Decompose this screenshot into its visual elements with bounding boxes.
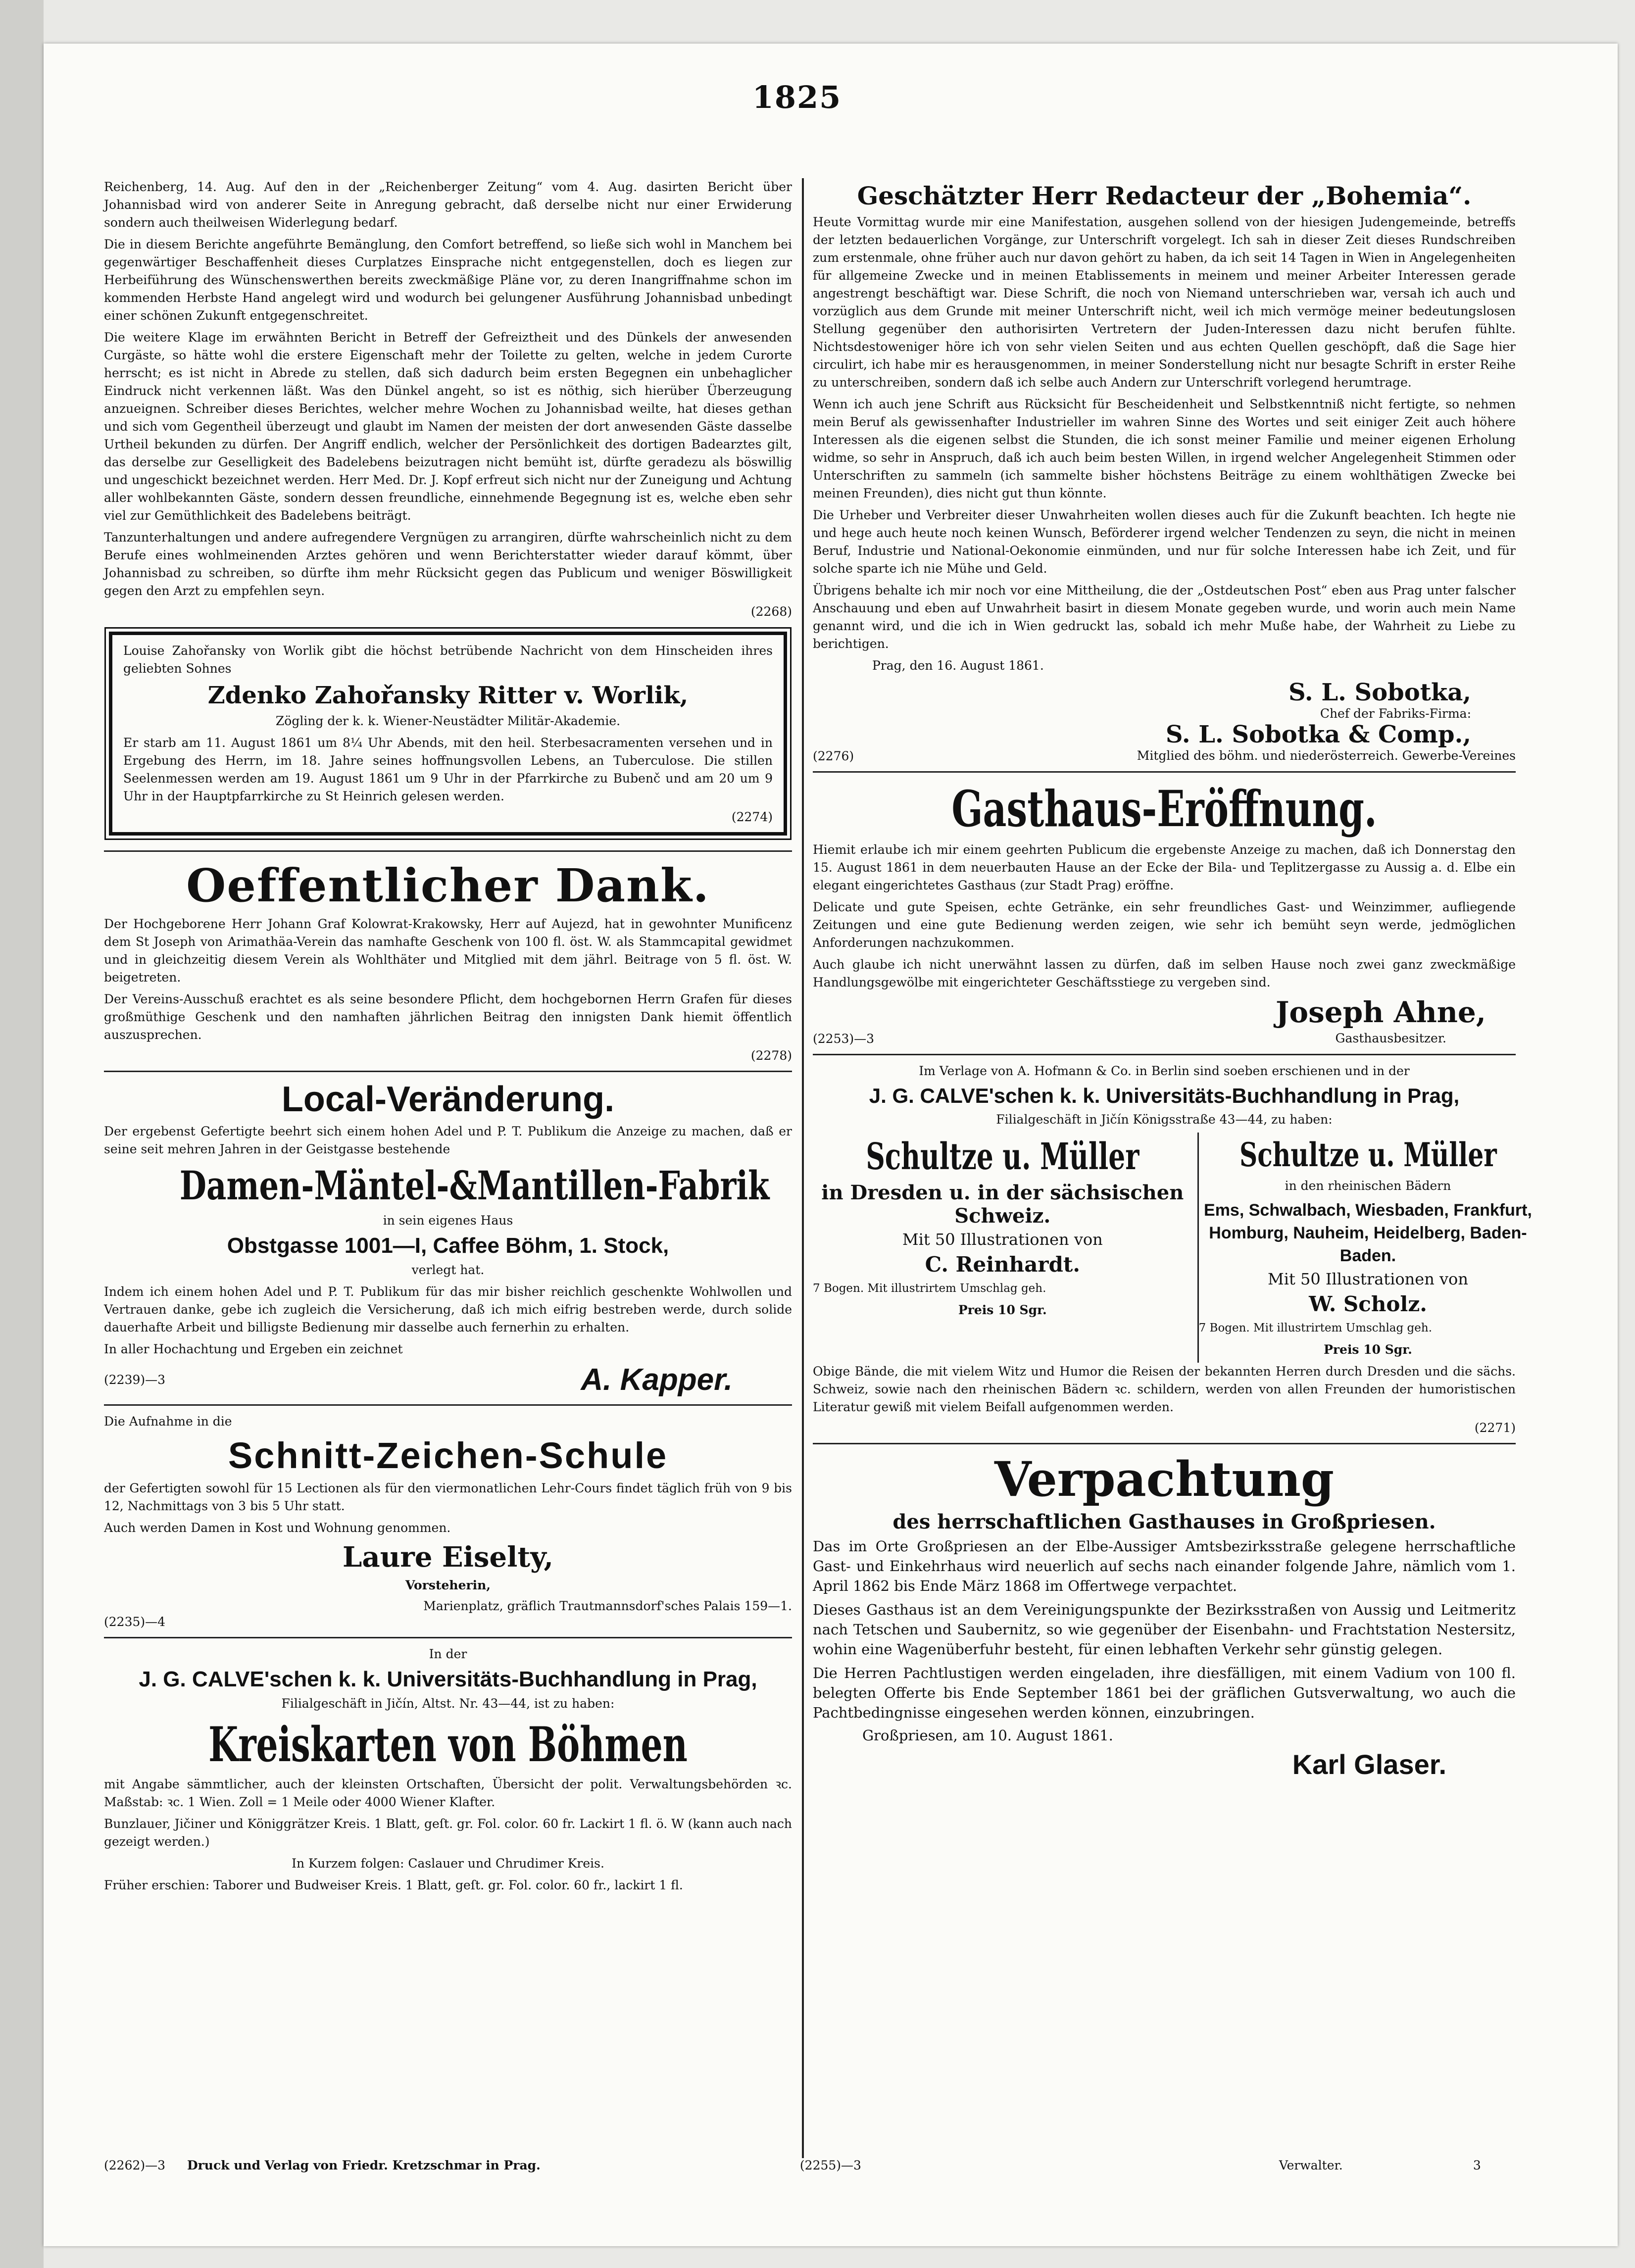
divider [104, 1071, 792, 1072]
book-ill: Mit 50 Illustrationen von [1267, 1270, 1468, 1288]
letter-paragraph: Übrigens behalte ich mir noch vor eine Mittheilung, die der „Ostdeutschen Post“ eben aus Prag unter falscher Anschauung und eben auf Unwahrheit basirt in diesem Monate gegeben wurde, und worin auch mein Name genannt wird, und die ich in Wien gedruckt las, sobald ich mehr Muße habe, der Wahrheit zu Liebe zu berichtigen. [813, 583, 1516, 651]
dank-heading: Oeffentlicher Dank. [186, 859, 710, 912]
divider [104, 1404, 792, 1406]
local-paragraph: Indem ich einem hohen Adel und P. T. Publikum für das mir bisher reichlich geschenkte Wohlwollen und Vertrauen danke, gebe ich zugleich die Versicherung, daß ich mich eifrig bestreben werde, durch solide dauerhafte Arbeit und billigste Bedienung mir dasselbe auch fernerhin zu erhalten. [104, 1284, 792, 1334]
schule-intro: Die Aufnahme in die [104, 1414, 232, 1429]
book-price: Preis 10 Sgr. [958, 1303, 1047, 1317]
verpachtung-signature: Karl Glaser. [1292, 1749, 1446, 1780]
letter-firm: S. L. Sobotka & Comp., [1165, 721, 1471, 748]
letter-signature: S. L. Sobotka, [1288, 679, 1471, 706]
right-column [813, 178, 1532, 1782]
local-heading: Local-Veränderung. [281, 1080, 615, 1119]
schule-paragraph: Auch werden Damen in Kost und Wohnung genommen. [104, 1521, 451, 1535]
ad-schule [104, 1413, 792, 1630]
local-fabrik: Damen-Mäntel-&Mantillen-Fabrik [179, 1162, 770, 1209]
calve-branch: Filialgeschäft in Jičín, Altst. Nr. 43—44, ist zu haben: [281, 1696, 615, 1711]
book-title: Schultze u. Müller [866, 1135, 1140, 1178]
ad-reference: (2235)—4 [104, 1615, 166, 1629]
book-title: Schultze u. Müller [1239, 1135, 1497, 1174]
page-number: 1825 [752, 79, 842, 115]
verlag-paragraph: Obige Bände, die mit vielem Witz und Humor die Reisen der bekannten Herren durch Dresden und die sächs. Schweiz, sowie nach den rheinischen Bädern ꝛc. schildern, werden von allen Freunden der humoristischen Literatur gewiß mit vielem Beifall aufgenommen werden. [813, 1364, 1516, 1414]
verpachtung-place-date: Großpriesen, am 10. August 1861. [862, 1727, 1113, 1744]
obituary-subtitle: Zögling der k. k. Wiener-Neustädter Militär-Akademie. [275, 714, 621, 728]
dank-paragraph: Der Hochgeborene Herr Johann Graf Kolowrat-Krakowsky, Herr auf Aujezd, hat in gewohnter Munificenz dem St Joseph von Arimathäa-Verein das namhafte Geschenk von 100 fl. öst. W. als Stammcapital gewidmet und in gleichzeitig diesem Verein als Wohlthäter und Mitglied mit dem jährl. Beitrage von 5 fl. öst. W. beigetreten. [104, 917, 792, 985]
book-artist: C. Reinhardt. [925, 1252, 1080, 1277]
verpachtung-heading: Verpachtung [994, 1451, 1334, 1507]
schule-role: Vorsteherin, [405, 1578, 491, 1592]
obituary-name: Zdenko Zahořansky Ritter v. Worlik, [207, 682, 689, 709]
gasthaus-heading: Gasthaus-Eröffnung. [951, 780, 1377, 838]
verlag-intro: Im Verlage von A. Hofmann & Co. in Berlin sind soeben erschienen und in der [919, 1064, 1410, 1078]
ad-local [104, 1079, 792, 1397]
ad-reference: (2278) [750, 1048, 792, 1063]
verpachtung-paragraph: Die Herren Pachtlustigen werden eingeladen, ihre diesfälligen, mit einem Vadium von 100 fl. belegten Offerte bis Ende September 1861 bei der gräflichen Gutsverwaltung, wo auch die Pachtbedingnisse eingesehen werden können, einzubringen. [813, 1665, 1516, 1721]
ad-dank [104, 859, 792, 1064]
ad-reference: (2274) [731, 810, 773, 824]
schule-heading: Schnitt-Zeichen-Schule [228, 1435, 668, 1476]
book-baeder [1197, 1133, 1537, 1363]
ad-reference: (2268) [750, 604, 792, 619]
schule-address: Marienplatz, gräflich Trautmannsdorf'sches Palais 159—1. [423, 1599, 792, 1613]
divider [104, 850, 792, 852]
gasthaus-paragraph: Hiemit erlaube ich mir einem geehrten Publicum die ergebenste Anzeige zu machen, daß ich Donnerstag den 15. August 1861 in dem neuerbauten Hause an der Ecke der Bila- und Teplitzergasse zu Aussig a. d. Elbe ein elegant eingerichtetes Gasthaus (zur Stadt Prag) eröffne. [813, 842, 1516, 892]
scan-gutter [0, 0, 44, 2268]
ad-verlag [813, 1062, 1532, 1436]
book-subtitle: in Dresden u. in der sächsischen Schweiz. [821, 1181, 1184, 1228]
verlag-name: J. G. CALVE'schen k. k. Universitäts-Buchhandlung in Prag, [869, 1084, 1460, 1107]
dank-paragraph: Der Vereins-Ausschuß erachtet es als seine besondere Pflicht, dem hochgebornen Herrn Grafen für dieses großmüthige Geschenk und den namhaften jährlichen Beitrag den innigsten Dank hiemit öffentlich auszusprechen. [104, 992, 792, 1042]
ad-reference: (2271) [1474, 1421, 1516, 1435]
local-paragraph: Der ergebenst Gefertigte beehrt sich einem hohen Adel und P. T. Publikum die Anzeige zu machen, daß er seine seit mehren Jahren in der Geistgasse bestehende [104, 1124, 792, 1156]
gasthaus-paragraph: Auch glaube ich nicht unerwähnt lassen zu dürfen, daß im selben Hause noch zwei ganz zweckmäßige Handlungsgewölbe mit eingerichteter Geschäftsstiege zu vergeben sind. [813, 957, 1516, 989]
obituary-box [109, 632, 787, 836]
printer-imprint: Druck und Verlag von Friedr. Kretzschmar in Prag. [187, 2158, 541, 2172]
letter-member: Mitglied des böhm. und niederösterreich. Gewerbe-Vereines [1137, 748, 1516, 763]
book-price-note: 7 Bogen. Mit illustrirtem Umschlag geh. [813, 1282, 1046, 1295]
letter-heading: Geschätzter Herr Redacteur der „Bohemia“. [857, 181, 1472, 210]
book-dresden [813, 1133, 1192, 1363]
article-paragraph: Die weitere Klage im erwähnten Bericht in Betreff der Gefreiztheit und des Dünkels der anwesenden Curgäste, so hätte wohl die erstere Eigenschaft mehr der Toilette zu gelten, welche in jedem Curorte herrscht; es ist nicht in Abrede zu stellen, daß sich dadurch beim ersten Begegnen ein unbehaglicher Eindruck nicht verkennen läßt. Was den Dünkel angeht, so ist es nöthig, sich hierüber Überzeugung anzueignen. Schreiber dieses Berichtes, welcher mehre Wochen zu Johannisbad weilte, hat dieses gethan und sich vom Gegentheil überzeugt und glaubt im Namen der meisten der dort anwesenden Gäste dasselbe Urtheil bekunden zu dürfen. Der Angriff endlich, welcher der Persönlichkeit des dortigen Badearztes gilt, das derselbe zur Geselligkeit des Badelebens beizutragen nicht bemüht ist, dürfte geradezu als böswillig und ungeschickt bezeichnet werden. Herr Med. Dr. J. Kopf erfreut sich nicht nur der Zuneigung und Achtung aller wohlbekannten Gäste, sondern dessen freundliche, einnehmende Begegnung ist es, welche eben sehr viel zur Gemüthlichkeit des Badelebens beiträgt. [104, 330, 792, 523]
page-footer [104, 2158, 1515, 2172]
gasthaus-paragraph: Delicate und gute Speisen, echte Getränke, ein sehr freundliches Gast- und Weinzimmer, aufliegende Zeitungen und eine gute Bedienung werden zeigen, wie sehr ich bemüht seyn werde, jedmöglichen Anforderungen nachzukommen. [813, 900, 1516, 950]
calve-intro: In der [429, 1647, 467, 1661]
verlag-branch: Filialgeschäft in Jičín Königsstraße 43—44, zu haben: [996, 1112, 1333, 1127]
left-column [104, 178, 792, 1898]
ad-reference: (2255)—3 [799, 2158, 861, 2172]
divider [813, 1443, 1516, 1444]
obituary-intro: Louise Zahořansky von Worlik gibt die höchst betrübende Nachricht von dem Hinscheiden ihres geliebten Sohnes [123, 643, 773, 676]
schule-paragraph: der Gefertigten sowohl für 15 Lectionen als für den viermonatlichen Lehr-Cours findet täglich früh von 9 bis 12, Nachmittags von 3 bis 5 Uhr statt. [104, 1481, 792, 1513]
ad-calve-kreiskarten [104, 1645, 792, 1894]
letter-paragraph: Heute Vormittag wurde mir eine Manifestation, ausgehen sollend von der hiesigen Judengemeinde, betreffs der letzten bedauerlichen Vorgänge, zur Unterschrift vorgelegt. Ich sah in dieser Zeit dieses Rundschreiben zum erstenmale, ohne früher auch nur davon gehört zu haben, da ich seit 14 Tagen in Wien in Angelegenheiten für allgemeine Zwecke und in meinen Etablissements in meinem und meiner Arbeiter Interessen gerade angestrengt beschäftigt war. Diese Schrift, die noch von Niemand unterschrieben war, versah ich auch und vorzüglich aus dem Grunde mit meiner Unterschrift nicht, weil ich mich vermöge meiner bedeutungslosen Stellung gegenüber den authorisirten Vertretern der Juden-Interessen dazu nicht berufen fühlte. Nichtsdestoweniger höre ich von sehr vielen Seiten und aus echten Quellen geschöpft, daß die Sage hier circulirt, ich habe mir es herausgenommen, in meiner Sonderstellung nicht nur besagte Schrift in erster Reihe zu unterschreiben, sondern daß ich selbe auch Andern zur Unterschrift vorlegend herumtrage. [813, 215, 1516, 390]
ad-verpachtung [813, 1451, 1516, 1780]
book-subtitle: in den rheinischen Bädern [1285, 1179, 1451, 1193]
article-reichenberg [104, 178, 792, 620]
obituary-body: Er starb am 11. August 1861 um 8¼ Uhr Abends, mit den heil. Sterbesacramenten versehen und in Ergebung des Herrn, im 18. Jahre seines hoffnungsvollen Lebens, an Tuberculose. Die stillen Seelenmessen werden am 19. August 1861 um 9 Uhr in der Pfarrkirche zu Bubenč und am 20 um 9 Uhr in der Hauptpfarrkirche zu St Heinrich gelesen werden. [123, 736, 773, 803]
book-places: Ems, Schwalbach, Wiesbaden, Frankfurt, Homburg, Nauheim, Heidelberg, Baden-Baden. [1204, 1201, 1532, 1265]
letter-place-date: Prag, den 16. August 1861. [872, 658, 1044, 673]
calve-paragraph: Bunzlauer, Jičiner und Königgrätzer Kreis. 1 Blatt, geſt. gr. Fol. color. 60 fr. Lackirt 1 fl. ö. W (kann auch nach gezeigt werden.) [104, 1817, 792, 1849]
divider [104, 1637, 792, 1638]
calve-heading: Kreiskarten von Böhmen [208, 1717, 688, 1773]
book-ill: Mit 50 Illustrationen von [902, 1230, 1103, 1249]
local-signature: A. Kapper. [581, 1363, 733, 1397]
verpachtung-subheading: des herrschaftlichen Gasthauses in Großpriesen. [892, 1510, 1436, 1533]
sheet-mark: 3 [1473, 2158, 1481, 2172]
verpachtung-role: Verwalter. [1279, 2158, 1343, 2172]
divider [813, 771, 1516, 773]
ad-reference: (2239)—3 [104, 1372, 166, 1387]
article-paragraph: Die in diesem Berichte angeführte Bemänglung, den Comfort betreffend, so ließe sich wohl in Manchem bei gegenwärtiger Beschaffenheit dieses Curplatzes Einsprache nicht entgegenstellen, doch es liegen zur Herbeiführung des Wünschenswerthen bereits zweckmäßige Pläne vor, zu deren Inangriffnahme schon im kommenden Herbste Hand angelegt wird und wodurch bei gelungener Ausführung Johannisbad unbedingt einer schönen Zukunft entgegenschreitet. [104, 237, 792, 323]
book-price: Preis 10 Sgr. [1324, 1342, 1412, 1357]
book-artist: W. Scholz. [1309, 1292, 1427, 1316]
gasthaus-role: Gasthausbesitzer. [1335, 1031, 1446, 1045]
local-address: Obstgasse 1001—I, Caffee Böhm, 1. Stock, [227, 1233, 669, 1258]
book-price-note: 7 Bogen. Mit illustrirtem Umschlag geh. [1198, 1322, 1433, 1334]
ad-reference: (2276) [813, 749, 854, 763]
ad-reference: (2262)—3 [104, 2158, 166, 2172]
ad-gasthaus [813, 780, 1516, 1047]
local-moved: verlegt hat. [411, 1263, 485, 1277]
book-columns [813, 1133, 1532, 1363]
calve-paragraph: In Kurzem folgen: Caslauer und Chrudimer Kreis. [292, 1856, 604, 1871]
article-paragraph: Tanzunterhaltungen und andere aufregendere Vergnügen zu arrangiren, dürfte wahrscheinlich nicht zu dem Berufe eines wohlmeinenden Arztes gehören und wenn Berichterstatter wieder darauf kömmt, über Johannisbad zu schreiben, so dürfte ihm mehr Rücksicht gegen das Publicum und weniger Böswilligkeit gegen den Arzt zu empfehlen seyn. [104, 530, 792, 598]
calve-paragraph: mit Angabe sämmtlicher, auch der kleinsten Ortschaften, Übersicht der polit. Verwaltungsbehörden ꝛc. Maßstab: ꝛc. 1 Wien. Zoll = 1 Meile oder 4000 Wiener Klafter. [104, 1777, 792, 1809]
column-divider [802, 178, 804, 2158]
verpachtung-paragraph: Das im Orte Großpriesen an der Elbe-Aussiger Amtsbezirksstraße gelegene herrschaftliche Gast- und Einkehrhaus wird neuerlich auf sechs nach einander folgende Jahre, nämlich vom 1. April 1862 bis Ende März 1868 im Offertwege verpachtet. [813, 1538, 1516, 1594]
verpachtung-paragraph: Dieses Gasthaus ist an dem Vereinigungspunkte der Bezirksstraßen von Aussig und Leitmeritz nach Tetschen und Saubernitz, so wie gegenüber der Eisenbahn- und Frachtstation Nestersitz, wohin eine Wagenüberfuhr besteht, für einen lebhaften Verkehr sehr günstig gelegen. [813, 1601, 1516, 1658]
gasthaus-signature: Joseph Ahne, [1275, 995, 1486, 1029]
ad-reference: (2253)—3 [813, 1032, 875, 1046]
article-paragraph: Reichenberg, 14. Aug. Auf den in der „Reichenberger Zeitung“ vom 4. Aug. dasirten Bericht über Johannisbad wird von anderer Seite in Anregung gebracht, daß derselbe nicht nur einer Erwiderung sondern auch theilweisen Widerlegung bedarf. [104, 180, 792, 230]
schule-signature: Laure Eiselty, [343, 1541, 553, 1574]
local-closing: In aller Hochachtung und Ergeben ein zeichnet [104, 1342, 403, 1356]
calve-paragraph: Früher erschien: Taborer und Budweiser Kreis. 1 Blatt, geſt. gr. Fol. color. 60 fr., lackirt 1 fl. [104, 1878, 683, 1892]
letter-role: Chef der Fabriks-Firma: [1320, 706, 1471, 721]
letter-to-editor [813, 181, 1516, 764]
letter-paragraph: Wenn ich auch jene Schrift aus Rücksicht für Bescheidenheit und Selbstkenntniß nicht fertigte, so nehmen mein Beruf als gewissenhafter Industrieller im wahren Sinne des Wortes und seit einiger Zeit auch höhere Interessen als die eigenen selbst die Stunden, die ich sonst meiner Familie und meiner eigenen Erholung widme, so sehr in Anspruch, daß ich auch beim besten Willen, in irgend welcher Angelegenheit Stimmen oder Unterschriften zu sammeln (ich sammelte bisher höchstens Beiträge zu einem wohlthätigen Zwecke bei meinen Freunden), dies nicht gut thun könnte. [813, 397, 1516, 500]
calve-name: J. G. CALVE'schen k. k. Universitäts-Buchhandlung in Prag, [139, 1667, 757, 1691]
local-into: in sein eigenes Haus [383, 1213, 513, 1228]
divider [813, 1054, 1516, 1055]
letter-paragraph: Die Urheber und Verbreiter dieser Unwahrheiten wollen dieses auch für die Zukunft beachten. Ich hegte nie und hege auch heute noch keinen Wunsch, Beförderer irgend welcher Tendenzen zu seyn, die nicht in meinen Beruf, Industrie und National-Oekonomie einmünden, und nur für solche Interessen habe ich Zeit, und für solche sparte ich nie Mühe und Geld. [813, 508, 1516, 576]
